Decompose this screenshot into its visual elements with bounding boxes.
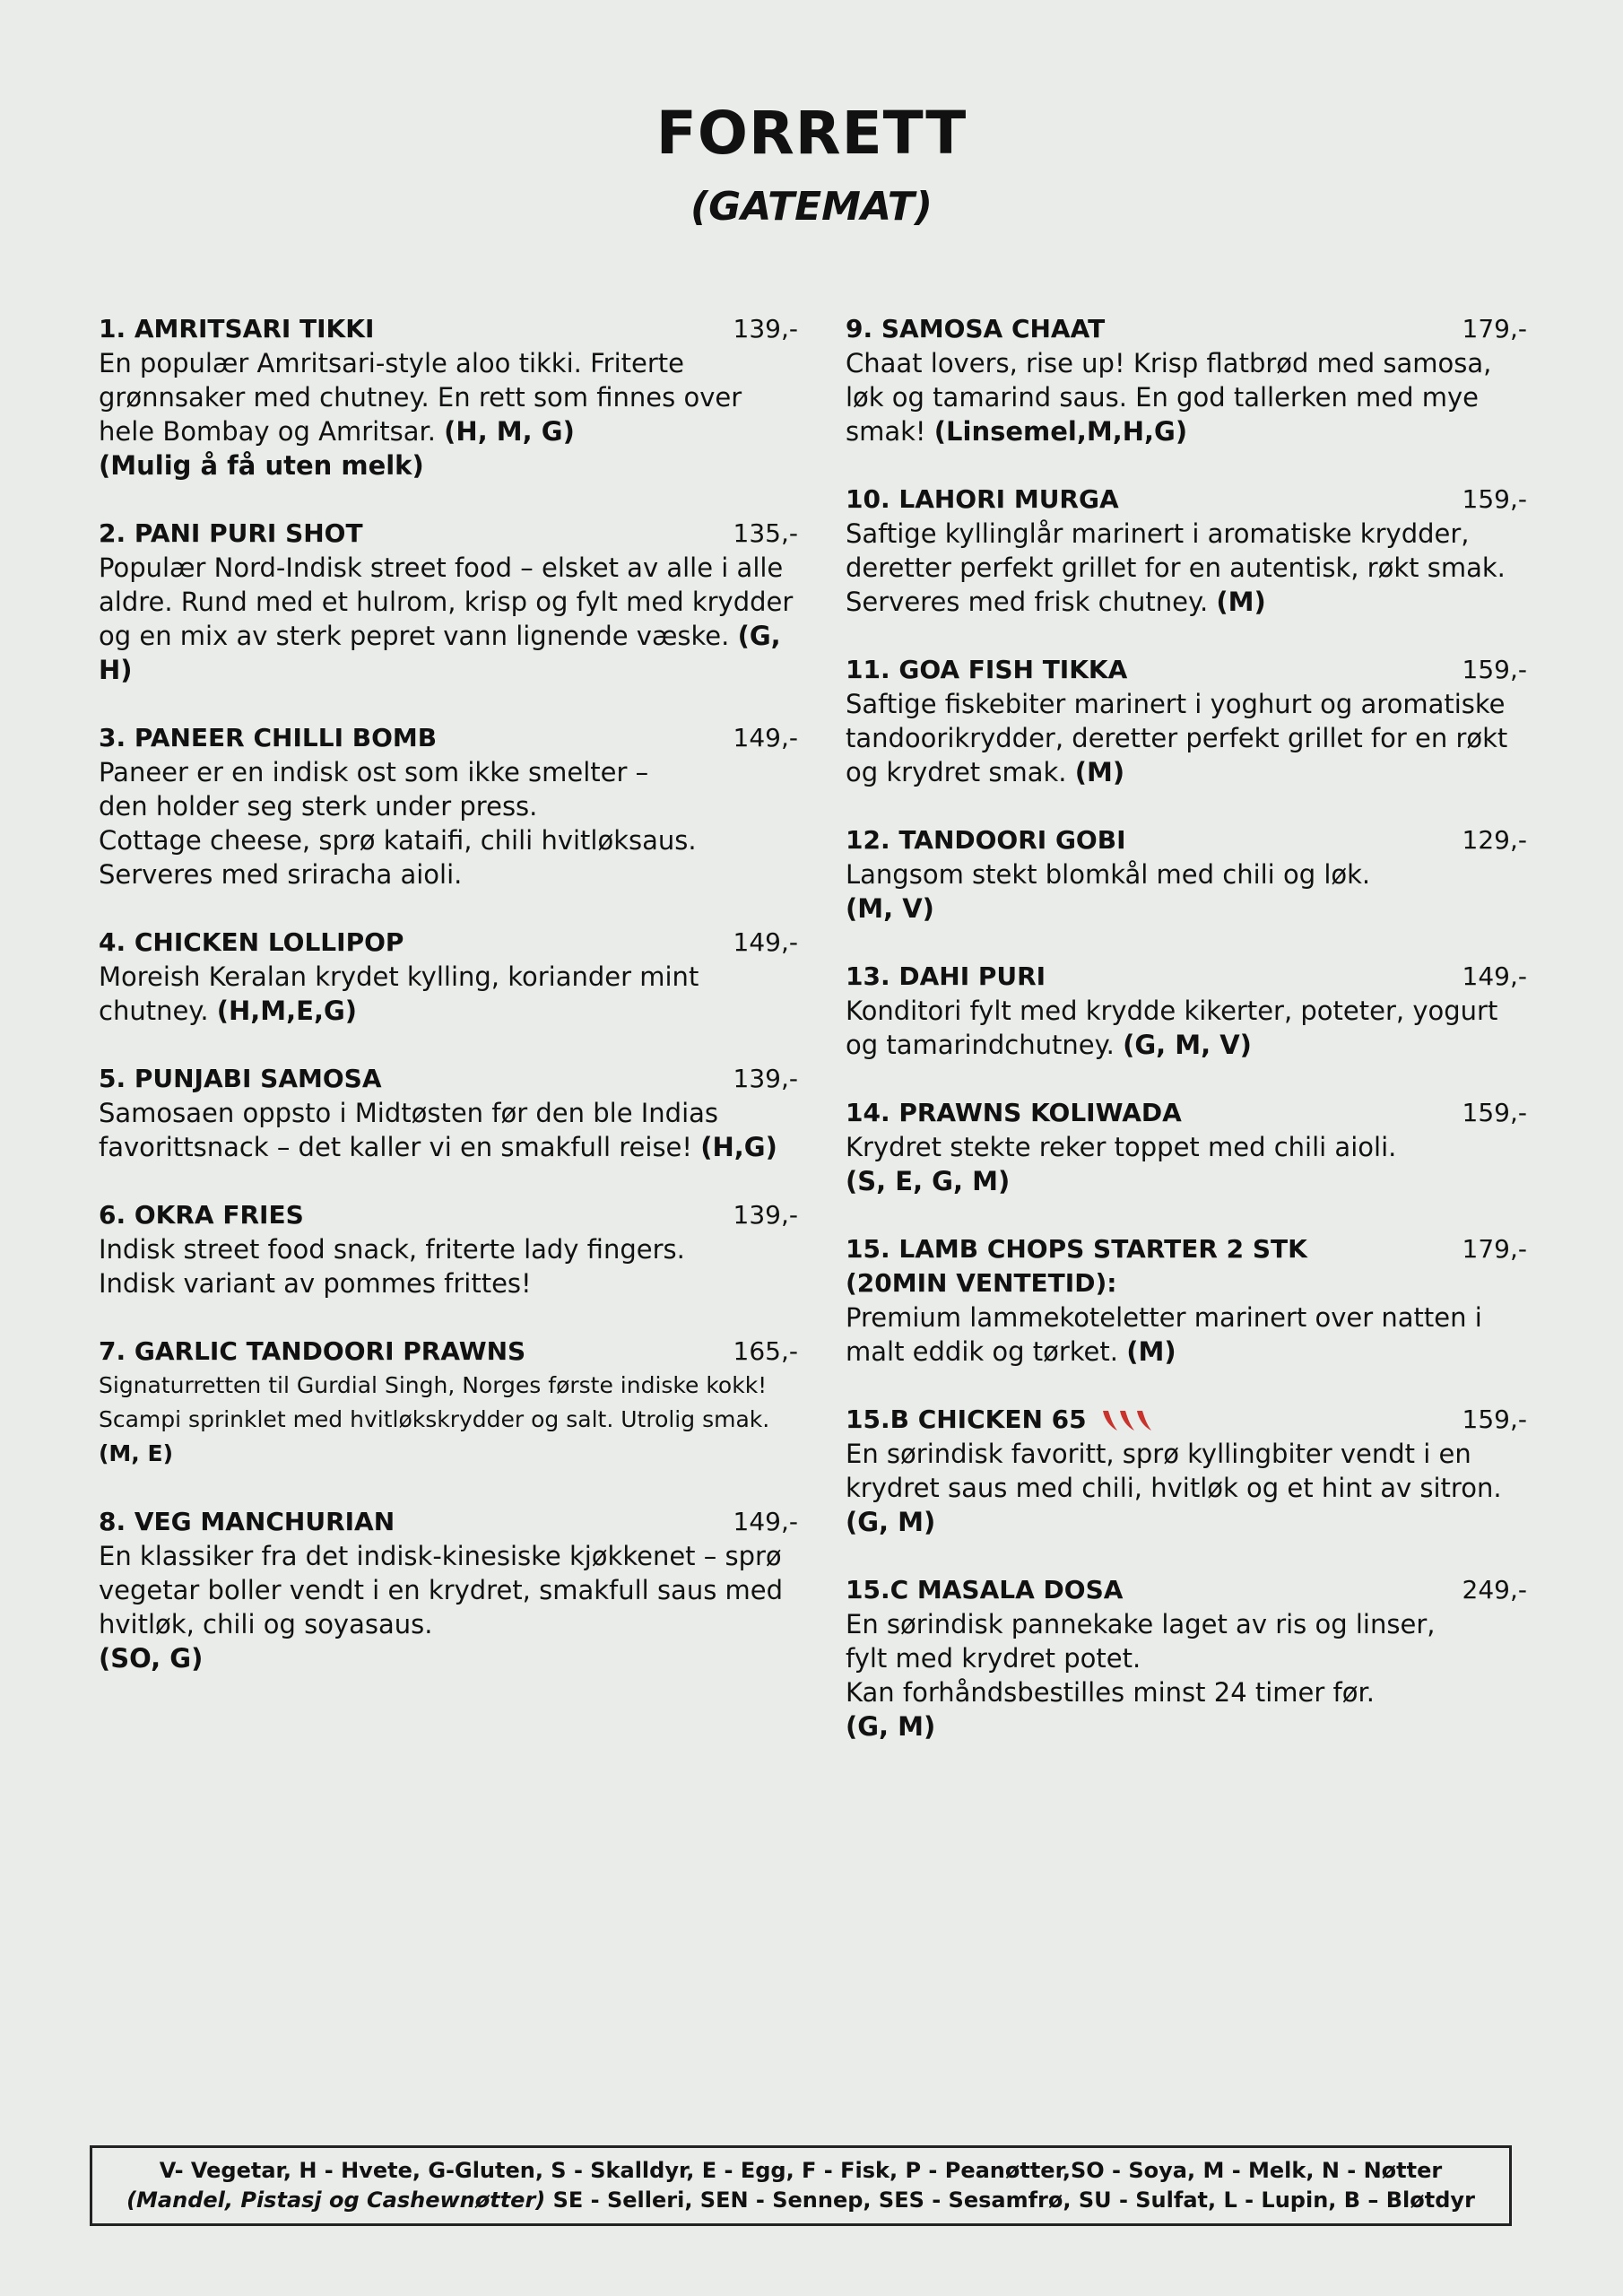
menu-item-price: 149,- <box>733 723 798 752</box>
menu-item-name-text: 15.C MASALA DOSA <box>846 1575 1124 1605</box>
menu-item-description <box>99 1232 798 1300</box>
menu-item-name-text: 5. PUNJABI SAMOSA <box>99 1064 382 1093</box>
menu-item-description-line: Indisk variant av pommes frittes! <box>99 1268 532 1299</box>
menu-item-name <box>846 653 1127 687</box>
menu-item <box>846 1403 1527 1539</box>
allergen-tags: (M, E) <box>99 1440 174 1466</box>
menu-item-price: 159,- <box>1462 655 1527 684</box>
menu-item-name <box>846 960 1046 994</box>
allergen-note: (G, M) <box>846 1711 936 1742</box>
menu-item-name-text: 15. LAMB CHOPS STARTER 2 STK <box>846 1234 1307 1264</box>
menu-item-name <box>99 1198 304 1232</box>
menu-item-description <box>846 1437 1527 1539</box>
menu-item-price: 135,- <box>733 518 798 548</box>
menu-item-description <box>99 1096 798 1164</box>
menu-item-description-line: Paneer er en indisk ost som ikke smelter – <box>99 757 649 787</box>
allergen-note: (M, V) <box>846 893 934 924</box>
menu-item <box>99 926 798 1028</box>
menu-item-description-text: Moreish Keralan krydet kylling, koriander mint chutney. <box>99 961 699 1026</box>
menu-item-price: 159,- <box>1462 1098 1527 1127</box>
allergen-note: (Mulig å få uten melk) <box>99 450 424 481</box>
menu-item-header <box>99 1198 798 1232</box>
menu-item-description-text: En klassiker fra det indisk-kinesiske kjøkkenet – sprø vegetar boller vendt i en krydret, smakfull saus med hvitløk, chili og soyasaus. <box>99 1541 784 1639</box>
menu-item-price: 159,- <box>1462 484 1527 514</box>
menu-item-header <box>846 653 1527 687</box>
menu-item-description <box>99 346 798 448</box>
menu-item-price: 139,- <box>733 1064 798 1093</box>
menu-item <box>846 823 1527 926</box>
menu-item-name-text: 1. AMRITSARI TIKKI <box>99 314 375 344</box>
menu-item-note: (20MIN VENTETID): <box>846 1268 1117 1298</box>
allergen-tags: (H,G) <box>700 1132 777 1162</box>
menu-item-description-text: Krydret stekte reker toppet med chili aioli. <box>846 1132 1397 1162</box>
menu-item <box>846 1096 1527 1198</box>
menu-item-description-line: fylt med krydret potet. <box>846 1643 1141 1674</box>
menu-item <box>99 1505 798 1675</box>
menu-item-description-line: Kan forhåndsbestilles minst 24 timer før. <box>846 1677 1375 1708</box>
menu-item-header <box>846 823 1527 857</box>
menu-item-name-text: 10. LAHORI MURGA <box>846 484 1119 514</box>
menu-item-description <box>99 1369 798 1471</box>
allergen-tags: (G, M) <box>846 1507 936 1537</box>
menu-item <box>846 960 1527 1062</box>
legend-line-1: V- Vegetar, H - Hvete, G-Gluten, S - Skalldyr, E - Egg, F - Fisk, P - Peanøtter,SO - Soya, M - Melk, N - Nøtter <box>159 2158 1443 2183</box>
menu-item-name-text: 2. PANI PURI SHOT <box>99 518 363 548</box>
menu-item-price: 159,- <box>1462 1405 1527 1434</box>
menu-item-header <box>846 1573 1527 1607</box>
menu-item-name-text: 4. CHICKEN LOLLIPOP <box>99 927 404 957</box>
menu-item-name-text: 13. DAHI PURI <box>846 961 1046 991</box>
menu-item-description-text: Signaturretten til Gurdial Singh, Norges første indiske kokk! Scampi sprinklet med hvitløkskrydder og salt. Utrolig smak. <box>99 1372 770 1432</box>
menu-item-header <box>846 312 1527 346</box>
menu-item-name <box>846 483 1119 517</box>
menu-column-left <box>99 312 798 1709</box>
menu-item-header <box>99 517 798 551</box>
menu-item-description <box>846 857 1527 891</box>
menu-item <box>99 721 798 891</box>
legend-line-2 <box>126 2186 1475 2215</box>
menu-item-description-line: Serveres med sriracha aioli. <box>99 859 463 890</box>
menu-item-header <box>99 312 798 346</box>
menu-item-name-text: 11. GOA FISH TIKKA <box>846 655 1128 684</box>
menu-item-description-text: En sørindisk favoritt, sprø kyllingbiter vendt i en krydret saus med chili, hvitløk og et hint av sitron. <box>846 1439 1502 1503</box>
menu-item-description-text: Saftige kyllinglår marinert i aromatiske krydder, deretter perfekt grillet for en autentisk, røkt smak. Serveres med frisk chutney. <box>846 518 1506 617</box>
menu-item-name <box>99 1062 382 1096</box>
menu-item-description <box>846 687 1527 789</box>
legend-nuts-note: (Mandel, Pistasj og Cashewnøtter) <box>126 2187 546 2213</box>
menu-item-name <box>846 1232 1307 1266</box>
menu-item-description <box>99 1539 798 1641</box>
menu-item-name <box>99 312 374 346</box>
menu-item <box>99 1062 798 1164</box>
menu-item-header <box>99 721 798 755</box>
page-subtitle: (GATEMAT) <box>690 184 933 230</box>
menu-item-description-line: Indisk street food snack, friterte lady fingers. <box>99 1234 685 1265</box>
menu-item-header <box>846 483 1527 517</box>
allergen-legend <box>90 2145 1512 2226</box>
menu-item-description-text: Populær Nord-Indisk street food – elsket av alle i alle aldre. Rund med et hulrom, krisp og fylt med krydder og en mix av sterk pepret vann lignende væske. <box>99 552 794 651</box>
menu-item-price: 149,- <box>733 1507 798 1536</box>
menu-item-name-text: 7. GARLIC TANDOORI PRAWNS <box>99 1336 526 1366</box>
allergen-note: (S, E, G, M) <box>846 1166 1011 1196</box>
menu-item <box>846 653 1527 789</box>
menu-item-description <box>99 551 798 687</box>
menu-item-description-line: den holder seg sterk under press. <box>99 791 538 822</box>
menu-item <box>99 1198 798 1300</box>
allergen-tags: (G, H) <box>99 621 781 685</box>
allergen-tags: (M) <box>1074 757 1125 787</box>
menu-item-header <box>99 926 798 960</box>
allergen-tags: (G, M, V) <box>1123 1030 1252 1060</box>
menu-item-description <box>846 517 1527 619</box>
menu-item-description <box>846 1607 1527 1709</box>
menu-item-description-line: Cottage cheese, sprø kataifi, chili hvitløksaus. <box>99 825 697 856</box>
menu-item-name <box>99 517 363 551</box>
menu-item-description-text: Premium lammekoteletter marinert over natten i malt eddik og tørket. <box>846 1302 1482 1367</box>
menu-item-name-text: 9. SAMOSA CHAAT <box>846 314 1106 344</box>
allergen-tags: (H, M, G) <box>444 416 575 447</box>
allergen-note: (SO, G) <box>99 1643 204 1674</box>
menu-item-price: 139,- <box>733 314 798 344</box>
menu-item-name-text: 6. OKRA FRIES <box>99 1200 304 1230</box>
menu-item-description-text: Chaat lovers, rise up! Krisp flatbrød med samosa, løk og tamarind saus. En god tallerken med mye smak! <box>846 348 1492 447</box>
menu-item-name <box>846 1403 1157 1437</box>
menu-item-name <box>99 1505 395 1539</box>
menu-item-name <box>846 1573 1123 1607</box>
menu-item <box>846 312 1527 448</box>
menu-item-header <box>846 1403 1527 1437</box>
menu-item-description <box>846 1300 1527 1369</box>
menu-item-price: 179,- <box>1462 314 1527 344</box>
menu-item-price: 129,- <box>1462 825 1527 855</box>
menu-item-price: 249,- <box>1462 1575 1527 1605</box>
menu-item-name <box>99 1335 525 1369</box>
menu-item <box>846 1232 1527 1369</box>
legend-line-2-rest: SE - Selleri, SEN - Sennep, SES - Sesamfrø, SU - Sulfat, L - Lupin, B – Bløtdyr <box>545 2187 1475 2213</box>
menu-item-header <box>99 1335 798 1369</box>
menu-item-header <box>846 1232 1527 1266</box>
menu-item-description-text: En populær Amritsari-style aloo tikki. Friterte grønnsaker med chutney. En rett som finnes over hele Bombay og Amritsar. <box>99 348 742 447</box>
menu-item-name <box>846 1096 1182 1130</box>
menu-item-header <box>846 1096 1527 1130</box>
menu-item <box>99 517 798 687</box>
menu-item-description-text: Langsom stekt blomkål med chili og løk. <box>846 859 1371 890</box>
allergen-tags: (H,M,E,G) <box>216 996 358 1026</box>
allergen-tags: (M) <box>1216 587 1266 617</box>
menu-item-description-text: Samosaen oppsto i Midtøsten før den ble Indias favorittsnack – det kaller vi en smakfull reise! <box>99 1098 719 1162</box>
menu-item-name-text: 3. PANEER CHILLI BOMB <box>99 723 438 752</box>
chili-icon <box>1099 1407 1157 1434</box>
menu-item <box>846 483 1527 619</box>
menu-item-name <box>846 312 1105 346</box>
menu-item <box>99 312 798 483</box>
menu-item <box>99 1335 798 1471</box>
menu-item-name-text: 15.B CHICKEN 65 <box>846 1405 1087 1434</box>
menu-item-name-text: 12. TANDOORI GOBI <box>846 825 1126 855</box>
menu-item <box>846 1573 1527 1744</box>
menu-item-price: 139,- <box>733 1200 798 1230</box>
menu-item-name <box>99 721 437 755</box>
menu-item-description-text: Saftige fiskebiter marinert i yoghurt og aromatiske tandoorikrydder, deretter perfekt grillet for en røkt og krydret smak. <box>846 689 1508 787</box>
menu-item-header <box>99 1062 798 1096</box>
allergen-tags: (M) <box>1126 1336 1176 1367</box>
menu-item-price: 165,- <box>733 1336 798 1366</box>
menu-item-description-text: Konditori fylt med krydde kikerter, poteter, yogurt og tamarindchutney. <box>846 996 1498 1060</box>
menu-item-header <box>846 960 1527 994</box>
menu-item-description-line: En sørindisk pannekake laget av ris og linser, <box>846 1609 1436 1639</box>
menu-item-description <box>99 755 798 891</box>
menu-item-price: 149,- <box>733 927 798 957</box>
menu-item-header <box>99 1505 798 1539</box>
menu-item-price: 179,- <box>1462 1234 1527 1264</box>
menu-item-description <box>846 994 1527 1062</box>
menu-item-name-text: 14. PRAWNS KOLIWADA <box>846 1098 1182 1127</box>
menu-item-name <box>99 926 404 960</box>
page-title: FORRETT <box>655 99 968 168</box>
menu-item-name-text: 8. VEG MANCHURIAN <box>99 1507 395 1536</box>
menu-item-name <box>846 823 1126 857</box>
menu-item-description <box>846 1130 1527 1164</box>
menu-item-price: 149,- <box>1462 961 1527 991</box>
menu-column-right <box>846 312 1527 1778</box>
menu-item-description <box>846 346 1527 448</box>
allergen-tags: (Linsemel,M,H,G) <box>933 416 1188 447</box>
menu-item-description <box>99 960 798 1028</box>
